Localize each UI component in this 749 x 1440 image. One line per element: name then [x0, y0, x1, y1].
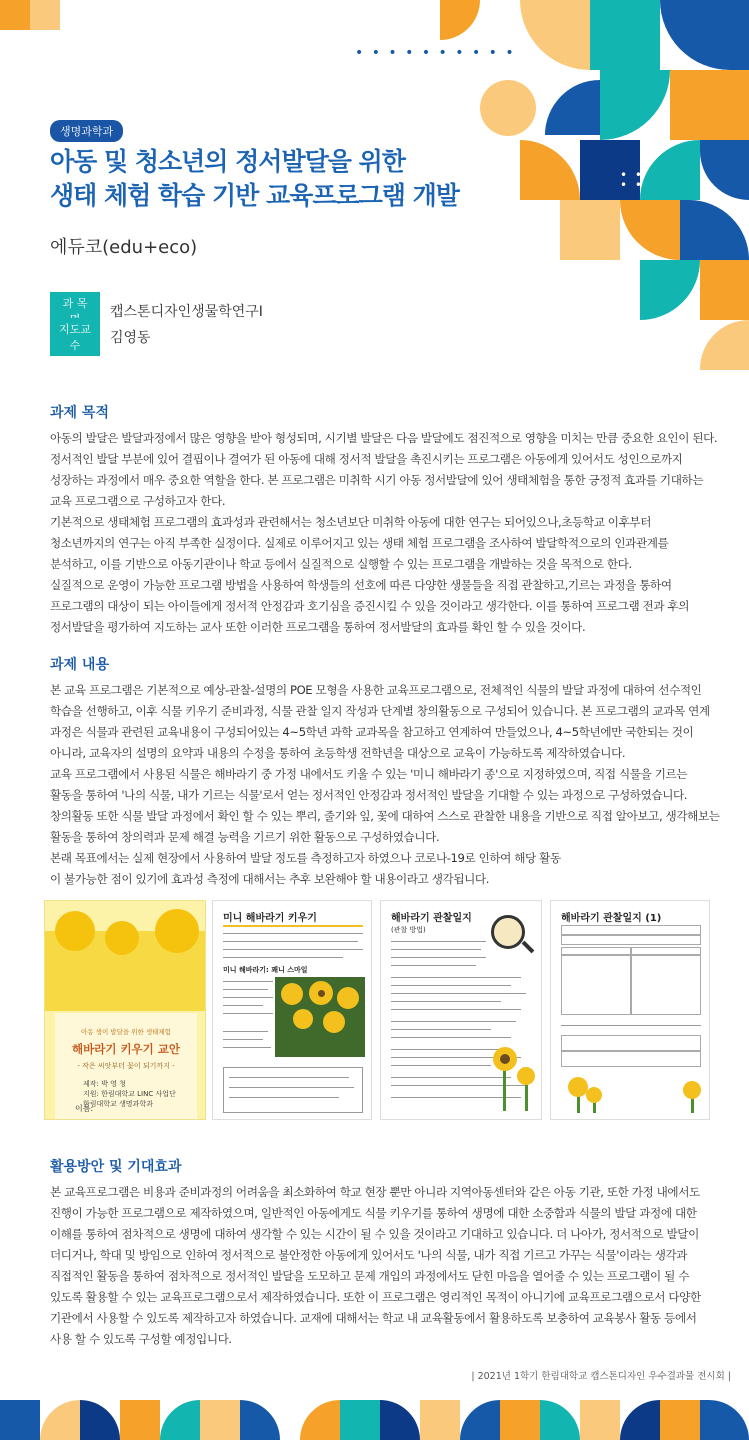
- professor-row: [50, 318, 151, 356]
- worksheet-journal: [550, 900, 710, 1120]
- cover-title: 해바라기 키우기 교안: [72, 1042, 180, 1056]
- dot-pattern: • • • • • • • • • •: [355, 45, 516, 61]
- worksheet-observation-method: [380, 900, 542, 1120]
- decor-shape: [240, 1400, 280, 1440]
- title-line-2: 생태 체험 학습 기반 교육프로그램 개발: [50, 181, 459, 210]
- decor-shape: [160, 1400, 200, 1440]
- decor-shape: [660, 1400, 700, 1440]
- decor-shape: [660, 0, 749, 70]
- sunflower-icon: [105, 921, 139, 955]
- team-name: 에듀코(edu+eco): [50, 237, 198, 258]
- decor-shape: [520, 0, 590, 70]
- course-value: 캡스톤디자인생물학연구I: [110, 304, 263, 320]
- decor-shape: [460, 1400, 500, 1440]
- sunflower-icon: [568, 1077, 588, 1097]
- professor-value: 김영동: [110, 330, 151, 346]
- use-heading: 활용방안 및 기대효과: [50, 1159, 182, 1175]
- professor-label: 지도교수: [50, 318, 100, 356]
- magnifier-icon: [491, 915, 525, 949]
- footer-note: | 2021년 1학기 한림대학교 캡스톤디자인 우수결과물 전시회 |: [471, 1371, 731, 1382]
- decor-shape: [440, 0, 480, 40]
- sunflower-photo: [275, 977, 365, 1057]
- category-tag: 생명과학과: [50, 120, 123, 142]
- decor-shape: [560, 200, 620, 260]
- decor-shape: [0, 0, 30, 30]
- sunflower-icon: [586, 1087, 602, 1103]
- decor-shape: [700, 140, 749, 200]
- decor-shape: [640, 260, 700, 320]
- decor-shape: [640, 140, 700, 200]
- purpose-text: 아동의 발달은 발달과정에서 많은 영향을 받아 형성되며, 시기별 발달은 다음 발달에도 점진적으로 영향을 미치는 만큼 중요한 요인이 된다. 정서적인 발달 부분에 있어 결핍이나 결여가 된 아동에 대해 정서적 발달을 촉진시키는 프로그램은 아동에게 있어서도 성인으로까지 성장하는 과정에서 매우 중요한 역할을 한다. 본 프로그램은 미취학 시기 아동 정서발달에 있어 생태체험을 통한 긍정적 효과를 기대하는 교육 프로그램으로 구성하고자 한다. 기본적으로 생태체험 프로그램의 효과성과 관련해서는 청소년보단 미취학 아동에 대한 연구는 되어있으나,초등학교 이후부터 청소년까지의 연구는 아직 부족한 실정이다. 실제로 이루어지고 있는 생태 체험 프로그램을 조사하여 발달학적으로의 인과관계를 분석하고, 이를 기반으로 아동기관이나 학교 등에서 실질적으로 실행할 수 있는 프로그램을 개발하는 것을 목적으로 한다. 실질적으로 운영이 가능한 프로그램 방법을 사용하여 학생들의 선호에 따른 다양한 생물들을 직접 관찰하고,기르는 과정을 통하여 프로그램의 대상이 되는 아이들에게 정서적 안정감과 호기심을 증진시킬 수 있을 것이라고 생각한다. 이를 통하여 프로그램 전과 후의 정서발달을 평가하여 지도하는 교사 또한 이러한 프로그램을 통하여 정서발달의 효과를 확인 할 수 있을 것이다.: [50, 431, 718, 634]
- decor-shape: [40, 1400, 80, 1440]
- cover-name-label: 이름:: [75, 1104, 94, 1113]
- decor-shape: [520, 140, 580, 200]
- purpose-heading: 과제 목적: [50, 405, 109, 421]
- page-title: [50, 145, 510, 213]
- sheet3-title: 해바라기 관찰일지: [391, 913, 472, 924]
- decor-shape: [680, 200, 749, 260]
- cover-credit-1: 제작: 박 영 청: [83, 1080, 126, 1088]
- decor-shape: [620, 200, 680, 260]
- decor-shape: [420, 1400, 460, 1440]
- decor-shape: [700, 320, 749, 370]
- sunflower-icon: [683, 1081, 701, 1099]
- decor-shape: [590, 0, 660, 70]
- cover-credit-2: 지원: 한림대학교 LINC 사업단: [83, 1090, 176, 1098]
- sheet4-title: 해바라기 관찰일지 (1): [561, 913, 662, 924]
- decor-shape: [0, 1400, 40, 1440]
- cover-credit-3: 한림대학교 생명과학과: [83, 1100, 153, 1108]
- decor-shape: [80, 1400, 120, 1440]
- sheet3-subtitle: (관찰 방법): [391, 926, 426, 934]
- sheet2-title: 미니 해바라기 키우기: [223, 913, 317, 924]
- decor-shape: [200, 1400, 240, 1440]
- sheet2-subtitle: 미니 해바라기: 꽤니 스마일: [223, 966, 308, 974]
- decor-shape: [580, 1400, 620, 1440]
- decor-shape: [30, 0, 60, 30]
- decor-shape: [500, 1400, 540, 1440]
- decor-shape: [700, 1400, 749, 1440]
- decor-shape: [340, 1400, 380, 1440]
- decor-shape: [300, 1400, 340, 1440]
- worksheet-growing: [212, 900, 372, 1120]
- decor-shape: [545, 80, 600, 135]
- cover-kicker: 아동 생이 발달을 위한 생태체험: [81, 1028, 171, 1036]
- cover-credits: [83, 1079, 176, 1109]
- content-text: 본 교육 프로그램은 기본적으로 예상-관찰-설명의 POE 모형을 사용한 교육프로그램으로, 전체적인 식물의 발달 과정에 대하여 선수적인 학습을 선행하고, 이후 식물 키우기 준비과정, 식물 관찰 일지 작성과 단계별 창의활동으로 구성되어 있습니다. 본 프로그램의 교과목 연계 과정은 식물과 관련된 교육내용이 구성되어있는 4~5학년 과학 교과목을 참고하고 연계하여 만들었으나, 4~5학년에만 국한되는 것이 아니라, 교육자의 설명의 요약과 내용의 수정을 통하여 초등학생 전학년을 대상으로 교육이 가능하도록 제작하였습니다. 교육 프로그램에서 사용된 식물은 해바라기 중 가정 내에서도 키울 수 있는 '미니 해바라기 종'으로 지정하였으며, 직접 식물을 기르는 활동을 통하여 '나의 식물, 내가 기르는 식물'로서 얻는 정서적인 안정감과 정서적인 발달을 기대할 수 있는 과정으로 구성하였습니다. 창의활동 또한 식물 발달 과정에서 확인 할 수 있는 뿌리, 줄기와 잎, 꽃에 대하여 스스로 관찰한 내용을 기반으로 직접 알아보고, 생각해보는 활동을 통하여 창의력과 문제 해결 능력을 기르기 위한 활동으로 구성하였습니다. 본래 목표에서는 실제 현장에서 사용하여 발달 정도를 측정하고자 하였으나 코로나-19로 인하여 해당 활동 이 불가능한 점이 있기에 효과성 측정에 대해서는 추후 보완해야 할 내용이라고 생각됩니다.: [50, 683, 720, 886]
- decor-shape: [480, 80, 536, 136]
- decor-shape: [120, 1400, 160, 1440]
- decor-shape: [700, 260, 749, 320]
- course-label: 과 목: [50, 292, 100, 330]
- use-text: 본 교육프로그램은 비용과 준비과정의 어려움을 최소화하여 학교 현장 뿐만 아니라 지역아동센터와 같은 아동 기관, 또한 가정 내에서도 진행이 가능한 프로그램으로 제작하였으며, 일반적인 아동에게도 식물 키우기를 통하여 생명에 대한 소중함과 식물의 발달 과정에 대한 이해를 통하여 점차적으로 생명에 대하여 생각할 수 있는 시간이 될 수 있을 것이라고 기대하고 있습니다. 더 나아가, 정서적으로 발달이 더디거나, 학대 및 방임으로 인하여 정서적으로 불안정한 아동에게 있어서도 '나의 식물, 내가 직접 기르고 가꾸는 식물'이라는 생각과 직접적인 활동을 통하여 점차적으로 정서적인 발달을 도모하고 문제 개입의 과정에서도 닫힌 마음을 열어줄 수 있는 프로그램이 될 수 있도록 활용할 수 있는 교육프로그램으로서 제작하였습니다. 또한 이 프로그램은 영리적인 목적이 아니기에 교육프로그램으로서 다양한 기관에서 사용할 수 있도록 제작하고자 하였습니다. 교재에 대해서는 학교 내 교육활동에서 활용하도록 보충하여 교육봉사 활동 등에서 사용 할 수 있도록 구성할 예정입니다.: [50, 1185, 701, 1346]
- decor-shape: [540, 1400, 580, 1440]
- worksheet-cover: [44, 900, 206, 1120]
- content-heading: 과제 내용: [50, 657, 109, 673]
- sunflower-icon: [517, 1067, 535, 1085]
- sunflower-icon: [155, 909, 199, 953]
- decor-shape: [620, 1400, 660, 1440]
- cover-subtitle: - 작은 씨앗부터 꽃이 되기까지 -: [77, 1062, 175, 1070]
- decor-shape: [670, 70, 749, 140]
- sunflower-icon: [55, 911, 95, 951]
- dot-pattern: • • • •: [620, 168, 644, 192]
- decor-shape: [380, 1400, 420, 1440]
- decor-shape: [600, 70, 670, 140]
- title-line-1: 아동 및 청소년의 정서발달을 위한: [50, 147, 405, 176]
